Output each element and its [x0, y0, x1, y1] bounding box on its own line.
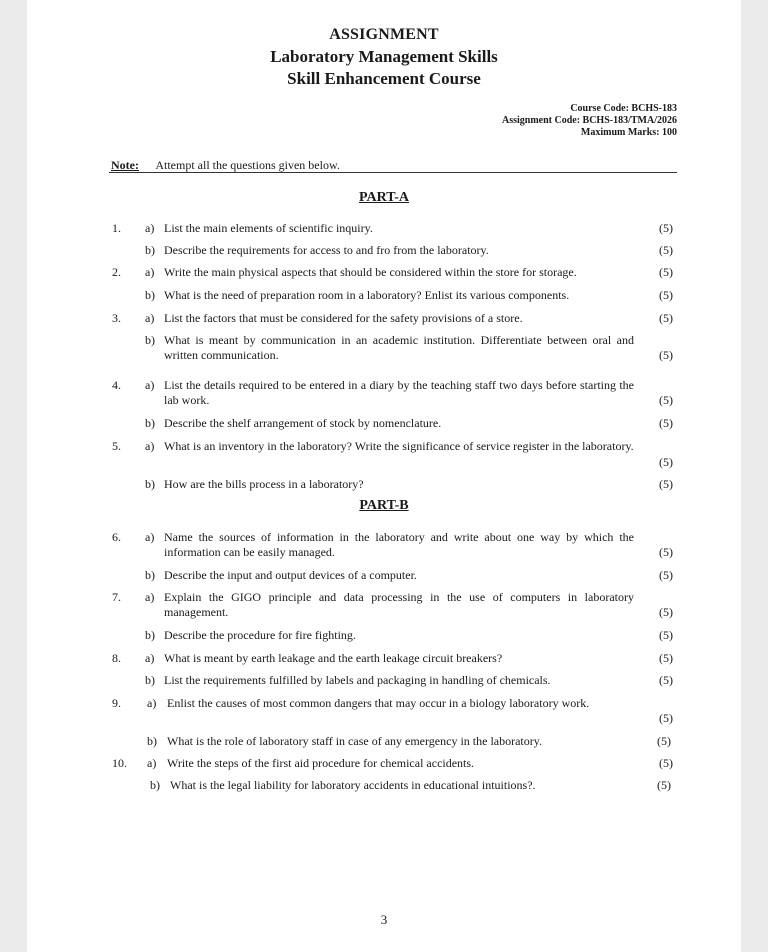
question-text: Describe the shelf arrangement of stock by nomenclature. [164, 416, 442, 430]
question-text: Describe the procedure for fire fighting. [164, 628, 356, 642]
divider [109, 172, 677, 173]
question-text: List the main elements of scientific inquiry. [164, 221, 373, 235]
question-letter: b) [145, 333, 155, 347]
marks: (5) [659, 243, 673, 257]
question-text: Describe the input and output devices of a computer. [164, 568, 417, 582]
marks: (5) [659, 348, 673, 362]
question-number: 7. [112, 590, 121, 604]
assignment-page [27, 0, 741, 952]
marks: (5) [659, 651, 673, 665]
marks: (5) [659, 393, 673, 407]
question-text: Name the sources of information in the laboratory and write about one way by which the information can be easily managed. [164, 530, 634, 559]
question-letter: b) [150, 778, 160, 792]
marks: (5) [659, 477, 673, 491]
question-letter: a) [145, 651, 155, 665]
marks: (5) [657, 778, 671, 792]
question-letter: a) [147, 696, 157, 710]
question-text: Write the main physical aspects that should be considered within the store for storage. [164, 265, 577, 279]
question-text: List the factors that must be considered for the safety provisions of a store. [164, 311, 523, 325]
question-number: 8. [112, 651, 121, 665]
question-text: Enlist the causes of most common dangers that may occur in a biology laboratory work. [167, 696, 590, 710]
question-number: 10. [112, 756, 127, 770]
question-letter: a) [145, 439, 155, 453]
assignment-code: Assignment Code: BCHS-183/TMA/2026 [501, 115, 677, 126]
question-text: What is meant by communication in an academic institution. Differentiate between oral and written communication. [164, 333, 634, 362]
maximum-marks: Maximum Marks: 100 [580, 127, 677, 138]
marks: (5) [659, 605, 673, 619]
course-type: Skill Enhancement Course [287, 69, 481, 88]
question-letter: a) [147, 756, 157, 770]
question-number: 1. [112, 221, 121, 235]
question-letter: b) [145, 628, 155, 642]
marks: (5) [659, 568, 673, 582]
note-label: Note: [111, 158, 139, 172]
question-letter: b) [145, 568, 155, 582]
question-number: 6. [112, 530, 121, 544]
note [111, 158, 340, 173]
note-text: Attempt all the questions given below. [155, 158, 340, 172]
marks: (5) [659, 416, 673, 430]
question-letter: b) [145, 416, 155, 430]
question-number: 2. [112, 265, 121, 279]
marks: (5) [659, 311, 673, 325]
question-letter: a) [145, 590, 155, 604]
marks: (5) [659, 455, 673, 469]
marks: (5) [659, 288, 673, 302]
question-letter: b) [147, 734, 157, 748]
question-text: What is the role of laboratory staff in case of any emergency in the laboratory. [167, 734, 542, 748]
question-letter: b) [145, 288, 155, 302]
question-number: 4. [112, 378, 121, 392]
marks: (5) [659, 265, 673, 279]
question-text: What is the legal liability for laboratory accidents in educational intuitions?. [170, 778, 536, 792]
marks: (5) [659, 221, 673, 235]
marks: (5) [659, 628, 673, 642]
question-text: Write the steps of the first aid procedure for chemical accidents. [167, 756, 475, 770]
question-number: 3. [112, 311, 121, 325]
part-b-heading: PART-B [359, 498, 409, 513]
page-number: 3 [380, 912, 388, 927]
question-text: List the requirements fulfilled by labels and packaging in handling of chemicals. [164, 673, 551, 687]
question-letter: b) [145, 243, 155, 257]
marks: (5) [659, 711, 673, 725]
question-text: List the details required to be entered in a diary by the teaching staff two days before starting the lab work. [164, 378, 634, 407]
assignment-title: ASSIGNMENT [329, 26, 439, 43]
question-letter: a) [145, 311, 155, 325]
question-text: Explain the GIGO principle and data processing in the use of computers in laboratory management. [164, 590, 634, 619]
question-letter: a) [145, 221, 155, 235]
question-text: What is meant by earth leakage and the earth leakage circuit breakers? [164, 651, 503, 665]
part-a-heading: PART-A [358, 190, 410, 205]
question-letter: a) [145, 530, 155, 544]
question-letter: b) [145, 477, 155, 491]
question-letter: b) [145, 673, 155, 687]
question-letter: a) [145, 265, 155, 279]
marks: (5) [659, 545, 673, 559]
question-number: 5. [112, 439, 121, 453]
course-code: Course Code: BCHS-183 [570, 103, 677, 114]
question-text: What is an inventory in the laboratory? Write the significance of service register in the laboratory. [164, 439, 634, 453]
question-number: 9. [112, 696, 121, 710]
question-text: What is the need of preparation room in a laboratory? Enlist its various components. [164, 288, 570, 302]
course-codes [502, 103, 677, 139]
question-text: How are the bills process in a laboratory? [164, 477, 364, 491]
course-name: Laboratory Management Skills [270, 47, 498, 66]
marks: (5) [659, 673, 673, 687]
marks: (5) [657, 734, 671, 748]
marks: (5) [659, 756, 673, 770]
question-letter: a) [145, 378, 155, 392]
title-block [27, 24, 741, 90]
question-text: Describe the requirements for access to and fro from the laboratory. [164, 243, 489, 257]
